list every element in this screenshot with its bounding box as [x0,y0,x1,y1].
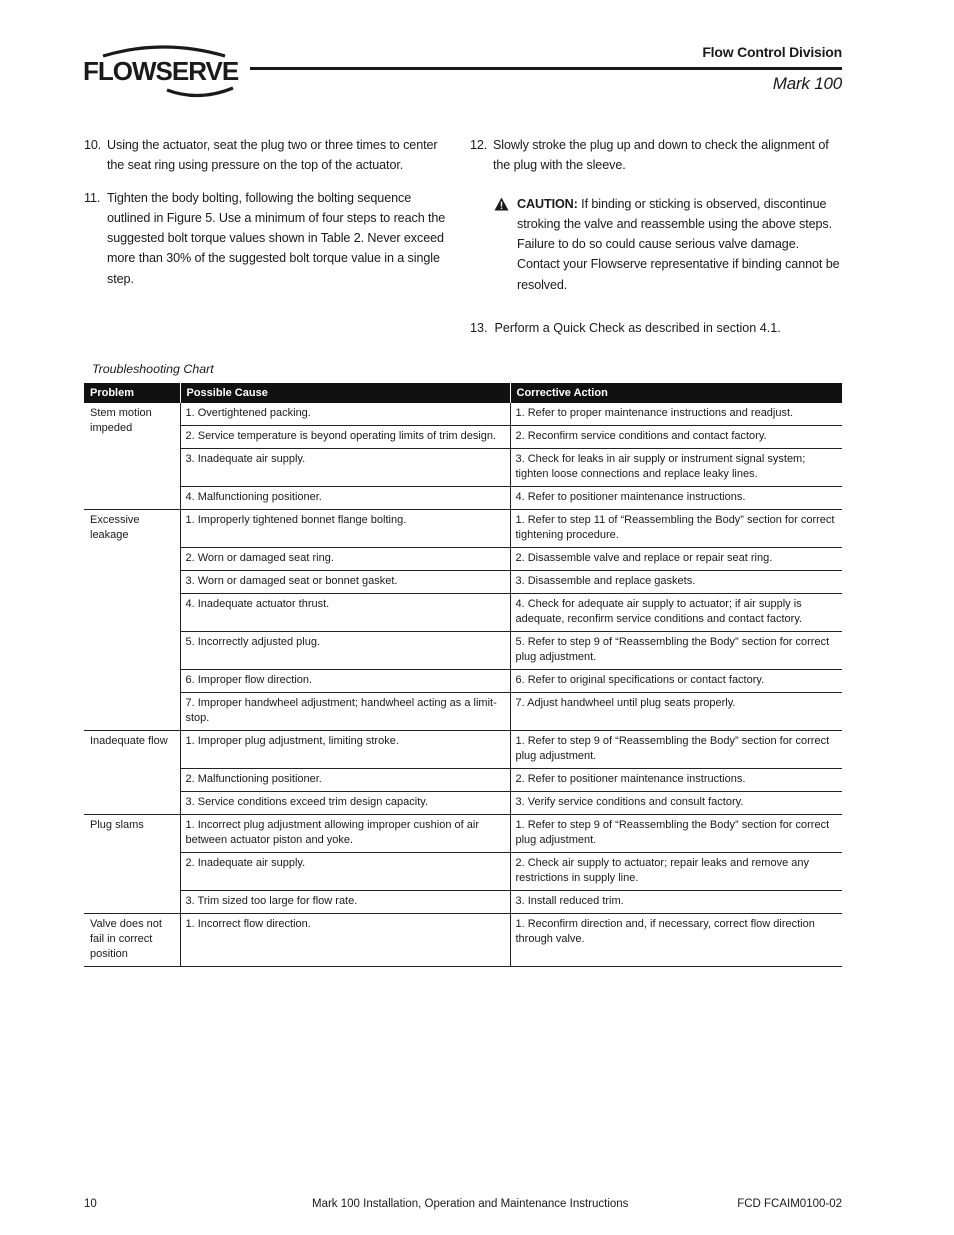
table-row [84,670,842,693]
left-column [84,135,456,301]
action-cell: 1. Refer to proper maintenance instructions and readjust. [510,403,842,426]
action-cell: 1. Reconfirm direction and, if necessary, correct flow direction through valve. [510,914,842,967]
right-column [470,135,842,295]
cause-cell: 1. Incorrect flow direction. [180,914,510,967]
caution-label: CAUTION: [517,196,578,211]
cause-cell: 3. Trim sized too large for flow rate. [180,891,510,914]
column-header-cause: Possible Cause [180,383,510,403]
problem-cell: Inadequate flow [84,731,180,815]
footer-title: Mark 100 Installation, Operation and Maintenance Instructions [312,1198,629,1210]
action-cell: 3. Check for leaks in air supply or instrument signal system; tighten loose connections and replace leaky lines. [510,449,842,487]
table-row [84,693,842,731]
column-header-problem: Problem [84,383,180,403]
step-text: Perform a Quick Check as described in section 4.1. [494,321,781,335]
cause-cell: 2. Worn or damaged seat ring. [180,548,510,571]
cause-cell: 7. Improper handwheel adjustment; handwheel acting as a limit-stop. [180,693,510,731]
step-11 [84,188,456,289]
problem-cell: Excessive leakage [84,510,180,731]
table-row [84,449,842,487]
table-header-row [84,383,842,403]
action-cell: 3. Disassemble and replace gaskets. [510,571,842,594]
step-text: Tighten the body bolting, following the bolting sequence outlined in Figure 5. Use a minimum of four steps to reach the suggested bolt torque values shown in Table 2. Never exceed more than 30% of the suggested bolt torque value in a single step. [107,190,446,286]
table-caption: Troubleshooting Chart [92,362,214,376]
table-row [84,731,842,769]
flowserve-logo [83,42,243,102]
table-row [84,632,842,670]
action-cell: 7. Adjust handwheel until plug seats properly. [510,693,842,731]
action-cell: 3. Install reduced trim. [510,891,842,914]
division-label: Flow Control Division [702,44,842,60]
table-row [84,510,842,548]
action-cell: 1. Refer to step 11 of “Reassembling the Body” section for correct tightening procedure. [510,510,842,548]
step-13 [470,318,781,338]
step-text: Slowly stroke the plug up and down to check the alignment of the plug with the sleeve. [493,138,829,173]
page-number: 10 [84,1198,97,1210]
cause-cell: 3. Inadequate air supply. [180,449,510,487]
step-number: 11. [84,190,101,205]
problem-cell: Stem motion impeded [84,403,180,510]
cause-cell: 2. Malfunctioning positioner. [180,769,510,792]
action-cell: 1. Refer to step 9 of “Reassembling the Body” section for correct plug adjustment. [510,731,842,769]
cause-cell: 1. Improperly tightened bonnet flange bolting. [180,510,510,548]
action-cell: 2. Reconfirm service conditions and contact factory. [510,426,842,449]
table-row [84,769,842,792]
cause-cell: 2. Inadequate air supply. [180,853,510,891]
cause-cell: 3. Service conditions exceed trim design capacity. [180,792,510,815]
table-row [84,853,842,891]
table-row [84,792,842,815]
table-row [84,487,842,510]
step-number: 12. [470,138,488,152]
cause-cell: 1. Improper plug adjustment, limiting stroke. [180,731,510,769]
step-number: 10. [84,138,102,152]
header-rule [250,67,842,70]
product-name: Mark 100 [772,74,842,93]
document-code: FCD FCAIM0100-02 [737,1198,842,1210]
action-cell: 2. Check air supply to actuator; repair leaks and remove any restrictions in supply line. [510,853,842,891]
table-row [84,891,842,914]
table-body [84,403,842,967]
cause-cell: 1. Overtightened packing. [180,403,510,426]
cause-cell: 1. Incorrect plug adjustment allowing improper cushion of air between actuator piston and yoke. [180,815,510,853]
step-number: 13. [470,321,488,335]
action-cell: 5. Refer to step 9 of “Reassembling the Body” section for correct plug adjustment. [510,632,842,670]
cause-cell: 4. Malfunctioning positioner. [180,487,510,510]
step-12 [470,135,842,176]
table-row [84,403,842,426]
problem-cell: Valve does not fail in correct position [84,914,180,967]
table-row [84,548,842,571]
cause-cell: 6. Improper flow direction. [180,670,510,693]
column-header-action: Corrective Action [510,383,842,403]
table-row [84,815,842,853]
table-row [84,914,842,967]
caution-note [494,194,842,295]
problem-cell: Plug slams [84,815,180,914]
table-row [84,571,842,594]
action-cell: 4. Refer to positioner maintenance instructions. [510,487,842,510]
action-cell: 4. Check for adequate air supply to actuator; if air supply is adequate, reconfirm service conditions and contact factory. [510,594,842,632]
action-cell: 6. Refer to original specifications or contact factory. [510,670,842,693]
action-cell: 2. Disassemble valve and replace or repair seat ring. [510,548,842,571]
step-text: Using the actuator, seat the plug two or three times to center the seat ring using pressure on the top of the actuator. [107,138,438,173]
warning-triangle-icon [494,197,509,211]
table-row [84,594,842,632]
svg-text:FLOWSERVE: FLOWSERVE [83,56,239,86]
action-cell: 1. Refer to step 9 of “Reassembling the Body” section for correct plug adjustment. [510,815,842,853]
action-cell: 2. Refer to positioner maintenance instructions. [510,769,842,792]
table-row [84,426,842,449]
cause-cell: 2. Service temperature is beyond operating limits of trim design. [180,426,510,449]
step-10 [84,135,456,176]
cause-cell: 3. Worn or damaged seat or bonnet gasket. [180,571,510,594]
cause-cell: 5. Incorrectly adjusted plug. [180,632,510,670]
action-cell: 3. Verify service conditions and consult factory. [510,792,842,815]
caution-text: If binding or sticking is observed, discontinue stroking the valve and reassemble using the above steps. Failure to do so could cause serious valve damage. Contact your Flowserve representative if binding cannot be resolved. [517,196,840,292]
cause-cell: 4. Inadequate actuator thrust. [180,594,510,632]
troubleshooting-table [84,383,842,967]
